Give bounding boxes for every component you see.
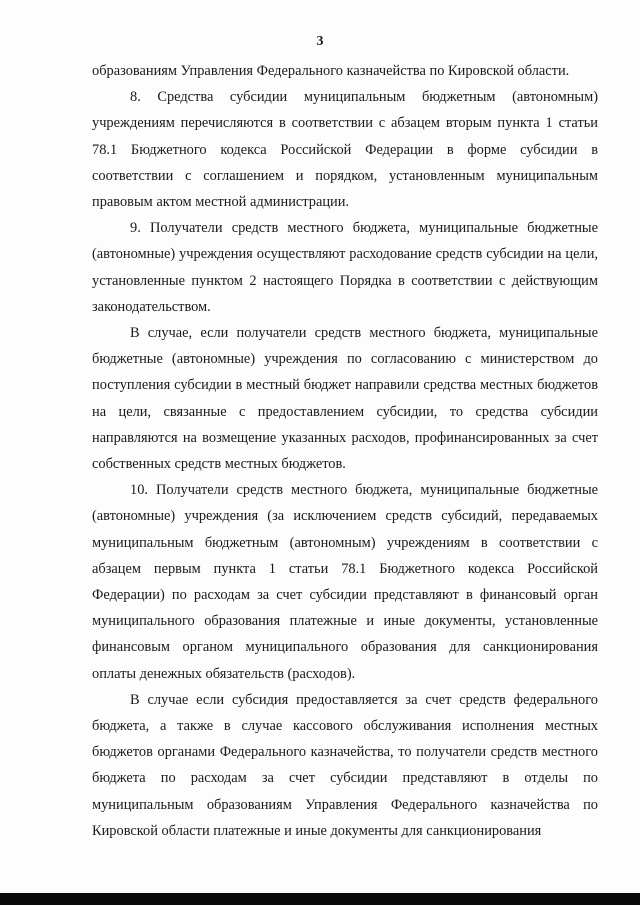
paragraph-item-10-case: В случае если субсидия предоставляется за счет средств федерального бюджета, а также в случае кассового обслуживания исполнения местных бюджетов органами Федерального казначейства, то получатели средств местного бюджета по расходам за счет субсидии представляют в отделы по муниципальным образованиям Управления Федерального казначейства по Кировской области платежные и иные документы для санкционирования bbox=[92, 691, 598, 839]
paragraph-item-8: 8. Средства субсидии муниципальным бюджетным (автономным) учреждениям перечисляются в соответствии с абзацем вторым пункта 1 статьи 78.1 Бюджетного кодекса Российской Федерации в форме субсидии в соответствии с соглашением и порядком, установленным муниципальным правовым актом местной администрации. bbox=[92, 89, 598, 211]
scan-edge-bar bbox=[0, 893, 640, 905]
paragraph-item-10: 10. Получатели средств местного бюджета, муниципальные бюджетные (автономные) учреждения (за исключением средств субсидий, передаваемых муниципальным бюджетным (автономным) учреждениям в соответствии с абзацем первым пункта 1 статьи 78.1 Бюджетного кодекса Российской Федерации) по расходам за счет субсидии представляют в финансовый орган муниципального образования платежные и иные документы, установленные финансовым органом муниципального образования для санкционирования оплаты денежных обязательств (расходов). bbox=[92, 482, 598, 682]
paragraph-continuation: образованиям Управления Федерального казначейства по Кировской области. bbox=[92, 63, 570, 79]
document-body bbox=[92, 58, 598, 844]
paragraph-item-9-case: В случае, если получатели средств местного бюджета, муниципальные бюджетные (автономные) учреждения по согласованию с министерством до поступления субсидии в местный бюджет направили средства местных бюджетов на цели, связанные с предоставлением субсидии, то средства субсидии направляются на возмещение указанных расходов, профинансированных за счет собственных средств местных бюджетов. bbox=[92, 325, 598, 473]
paragraph-item-9: 9. Получатели средств местного бюджета, муниципальные бюджетные (автономные) учреждения осуществляют расходование средств субсидии на цели, установленные пунктом 2 настоящего Порядка в соответствии с действующим законодательством. bbox=[92, 220, 598, 315]
page-number: 3 bbox=[316, 34, 324, 49]
